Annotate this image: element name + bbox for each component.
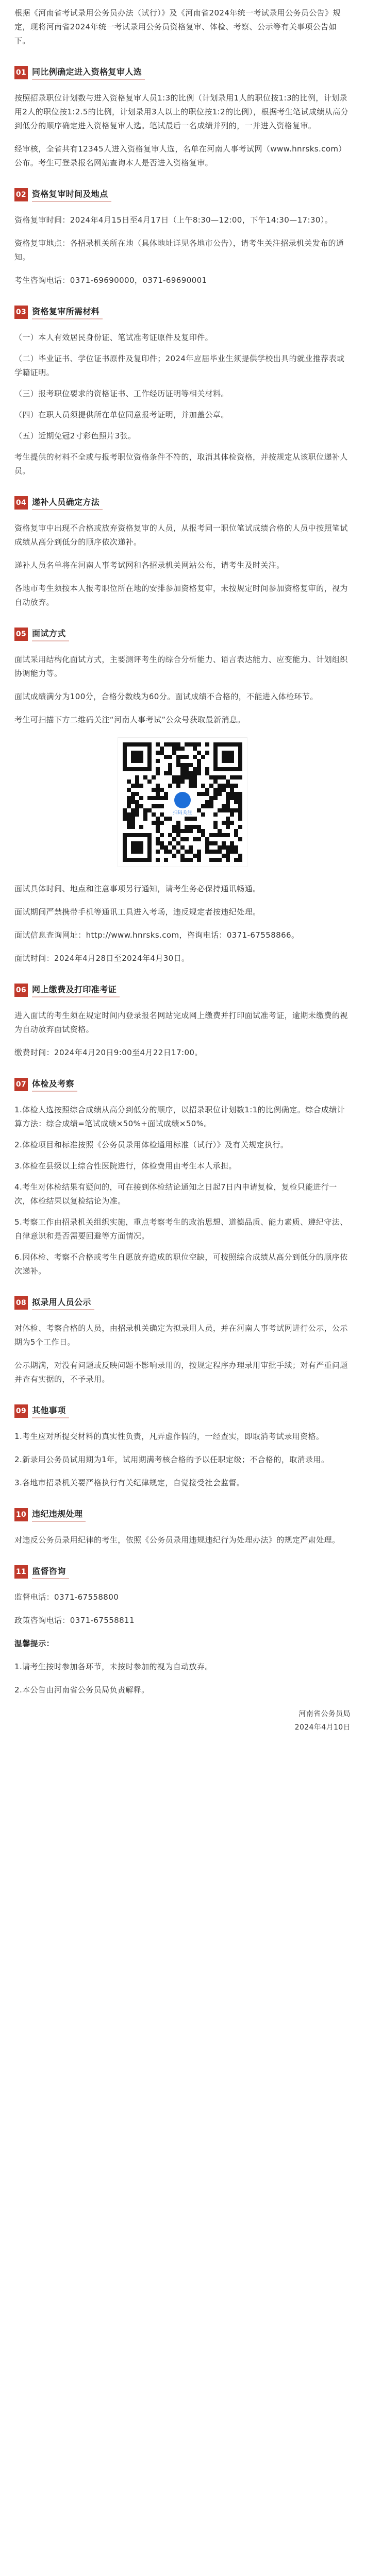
notes-title: 温馨提示： <box>14 1639 55 1648</box>
section-number: 03 <box>14 306 28 319</box>
list-item: （一）本人有效居民身份证、笔试准考证原件及复印件。 <box>14 333 213 342</box>
paragraph: 面试时间：2024年4月28日至2024年4月30日。 <box>14 954 190 963</box>
phone-paragraph: 政策咨询电话：0371-67558811 <box>14 1616 135 1625</box>
section-title: 递补人员确定方法 <box>32 496 103 510</box>
section-header-11 <box>14 1565 351 1579</box>
section-header-03 <box>14 305 351 319</box>
footer <box>14 1707 351 1734</box>
footer-date: 2024年4月10日 <box>294 1723 351 1732</box>
paragraph: 经审核，全省共有12345人进入资格复审人选，名单在河南人事考试网（www.hnrsks.com）公布。考生可登录报名网站查询本人是否进入资格复审。 <box>14 144 346 167</box>
section-title: 同比例确定进入资格复审人选 <box>32 65 145 80</box>
list-item: 5.考察工作由招录机关组织实施，重点考察考生的政治思想、道德品质、能力素质、遵纪守法、自律意识和是否需要回避等方面情况。 <box>14 1217 348 1241</box>
section-header-09 <box>14 1404 351 1418</box>
list-item: （二）毕业证书、学位证书原件及复印件；2024年应届毕业生须提供学校出具的就业推荐表或学籍证明。 <box>14 354 345 377</box>
section-title: 网上缴费及打印准考证 <box>32 983 120 997</box>
qr-caption: 扫码关注 <box>173 810 192 816</box>
section-header-05 <box>14 627 351 641</box>
section-header-01 <box>14 65 351 80</box>
section-header-07 <box>14 1077 351 1092</box>
paragraph: 1.考生应对所提交材料的真实性负责，凡弄虚作假的，一经查实，即取消考试录用资格。 <box>14 1432 324 1441</box>
footer-org: 河南省公务员局 <box>298 1710 351 1718</box>
paragraph: 面试信息查询网址：http://www.hnrsks.com，咨询电话：0371-67558866。 <box>14 930 300 940</box>
section-number: 09 <box>14 1404 28 1418</box>
paragraph: 递补人员名单将在河南人事考试网和各招录机关网站公布，请考生及时关注。 <box>14 561 285 570</box>
section-title: 其他事项 <box>32 1404 69 1418</box>
list-item: 4.考生对体检结果有疑问的，可在接到体检结论通知之日起7日内申请复检，复检只能进行一次，体检结果以复检结论为准。 <box>14 1182 337 1206</box>
materials-list <box>14 331 351 478</box>
list-item: 6.因体检、考察不合格或考生自愿放弃造成的职位空缺，可按照综合成绩从高分到低分的顺序依次递补。 <box>14 1252 348 1276</box>
list-item: （五）近期免冠2寸彩色照片3张。 <box>14 431 136 440</box>
paragraph: 考生可扫描下方二维码关注“河南人事考试”公众号获取最新消息。 <box>14 715 245 724</box>
qr-code[interactable] <box>118 737 247 867</box>
section-number: 01 <box>14 66 28 79</box>
paragraph: 公示期满，对没有问题或反映问题不影响录用的，按规定程序办理录用审批手续；对有严重问题并查有实据的，不予录用。 <box>14 1361 348 1384</box>
list-item: （三）报考职位要求的资格证书、工作经历证明等相关材料。 <box>14 389 229 398</box>
paragraph: 3.各地市招录机关要严格执行有关纪律规定，自觉接受社会监督。 <box>14 1478 245 1487</box>
section-title: 违纪违规处理 <box>32 1507 86 1522</box>
section-title: 监督咨询 <box>32 1565 69 1579</box>
list-item: 考生提供的材料不全或与报考职位资格条件不符的，取消其体检资格，并按规定从该职位递补人员。 <box>14 452 348 476</box>
qr-code-graphic <box>118 738 247 867</box>
paragraph: 进入面试的考生须在规定时间内登录报名网站完成网上缴费并打印面试准考证，逾期未缴费的视为自动放弃面试资格。 <box>14 1011 348 1034</box>
section-title: 面试方式 <box>32 627 69 641</box>
paragraph: 资格复审中出现不合格或放弃资格复审的人员，从报考同一职位笔试成绩合格的人员中按照笔试成绩从高分到低分的顺序依次递补。 <box>14 523 348 547</box>
section-header-04 <box>14 496 351 510</box>
intro-paragraph: 根据《河南省考试录用公务员办法（试行）》及《河南省2024年统一考试录用公务员公告》规定，现将河南省2024年统一考试录用公务员资格复审、体检、考察、公示等有关事项公告如下。 <box>14 8 341 45</box>
section-number: 05 <box>14 628 28 641</box>
paragraph: 资格复审地点：各招录机关所在地（具体地址详见各地市公告），请考生关注招录机关发布的通知。 <box>14 239 344 262</box>
list-item: 2.体检项目和标准按照《公务员录用体检通用标准（试行）》及有关规定执行。 <box>14 1140 289 1149</box>
list-item: 3.体检在县级以上综合性医院进行，体检费用由考生本人承担。 <box>14 1161 237 1171</box>
section-header-10 <box>14 1507 351 1522</box>
paragraph: 各地市考生须按本人报考职位所在地的安排参加资格复审，未按规定时间参加资格复审的，视为自动放弃。 <box>14 584 348 607</box>
exam-list <box>14 1103 351 1278</box>
paragraph: 面试采用结构化面试方式，主要测评考生的综合分析能力、语言表达能力、应变能力、计划组织协调能力等。 <box>14 655 348 678</box>
paragraph: 面试具体时间、地点和注意事项另行通知，请考生务必保持通讯畅通。 <box>14 884 261 893</box>
section-number: 08 <box>14 1296 28 1310</box>
phone-paragraph: 监督电话：0371-67558800 <box>14 1592 119 1602</box>
paragraph: 对体检、考察合格的人员，由招录机关确定为拟录用人员，并在河南人事考试网进行公示，公示期为5个工作日。 <box>14 1324 348 1347</box>
section-number: 11 <box>14 1565 28 1579</box>
article-body <box>0 6 365 1734</box>
section-header-08 <box>14 1296 351 1310</box>
section-number: 10 <box>14 1508 28 1521</box>
section-number: 07 <box>14 1078 28 1091</box>
note-item: 2.本公告由河南省公务员局负责解释。 <box>14 1685 150 1694</box>
section-number: 06 <box>14 984 28 997</box>
qr-code-block <box>14 737 351 872</box>
section-number: 02 <box>14 188 28 201</box>
paragraph: 面试期间严禁携带手机等通讯工具进入考场，违反规定者按违纪处理。 <box>14 907 261 917</box>
section-header-02 <box>14 188 351 202</box>
section-header-06 <box>14 983 351 997</box>
paragraph: 资格复审时间：2024年4月15日至4月17日（上午8:30—12:00，下午14:30—17:30）。 <box>14 215 333 225</box>
section-title: 资格复审所需材料 <box>32 305 103 319</box>
qr-logo-icon <box>174 792 191 808</box>
note-item: 1.请考生按时参加各环节，未按时参加的视为自动放弃。 <box>14 1662 213 1671</box>
paragraph: 2.新录用公务员试用期为1年，试用期满考核合格的予以任职定级；不合格的，取消录用。 <box>14 1455 329 1464</box>
section-title: 拟录用人员公示 <box>32 1296 94 1310</box>
list-item: （四）在职人员须提供所在单位同意报考证明，并加盖公章。 <box>14 410 229 419</box>
section-number: 04 <box>14 496 28 510</box>
section-title: 体检及考察 <box>32 1077 77 1092</box>
section-title: 资格复审时间及地点 <box>32 188 111 202</box>
paragraph: 面试成绩满分为100分，合格分数线为60分。面试成绩不合格的，不能进入体检环节。 <box>14 692 318 701</box>
paragraph: 对违反公务员录用纪律的考生，依照《公务员录用违规违纪行为处理办法》的规定严肃处理。 <box>14 1535 340 1545</box>
phone-paragraph: 考生咨询电话：0371-69690000，0371-69690001 <box>14 276 207 285</box>
list-item: 1.体检人选按照综合成绩从高分到低分的顺序，以招录职位计划数1:1的比例确定。综合成绩计算方法：综合成绩=笔试成绩×50%+面试成绩×50%。 <box>14 1105 345 1128</box>
paragraph: 缴费时间：2024年4月20日9:00至4月22日17:00。 <box>14 1048 203 1057</box>
paragraph: 按照招录职位计划数与进入资格复审人员1:3的比例（计划录用1人的职位按1:3的比例，计划录用2人的职位按1:2.5的比例，计划录用3人以上的职位按1:2的比例），根据考生笔试成绩从高分到低分的顺序确定进入资格复审人选。笔试最后一名成绩并列的，一并进入资格复审。 <box>14 93 349 130</box>
